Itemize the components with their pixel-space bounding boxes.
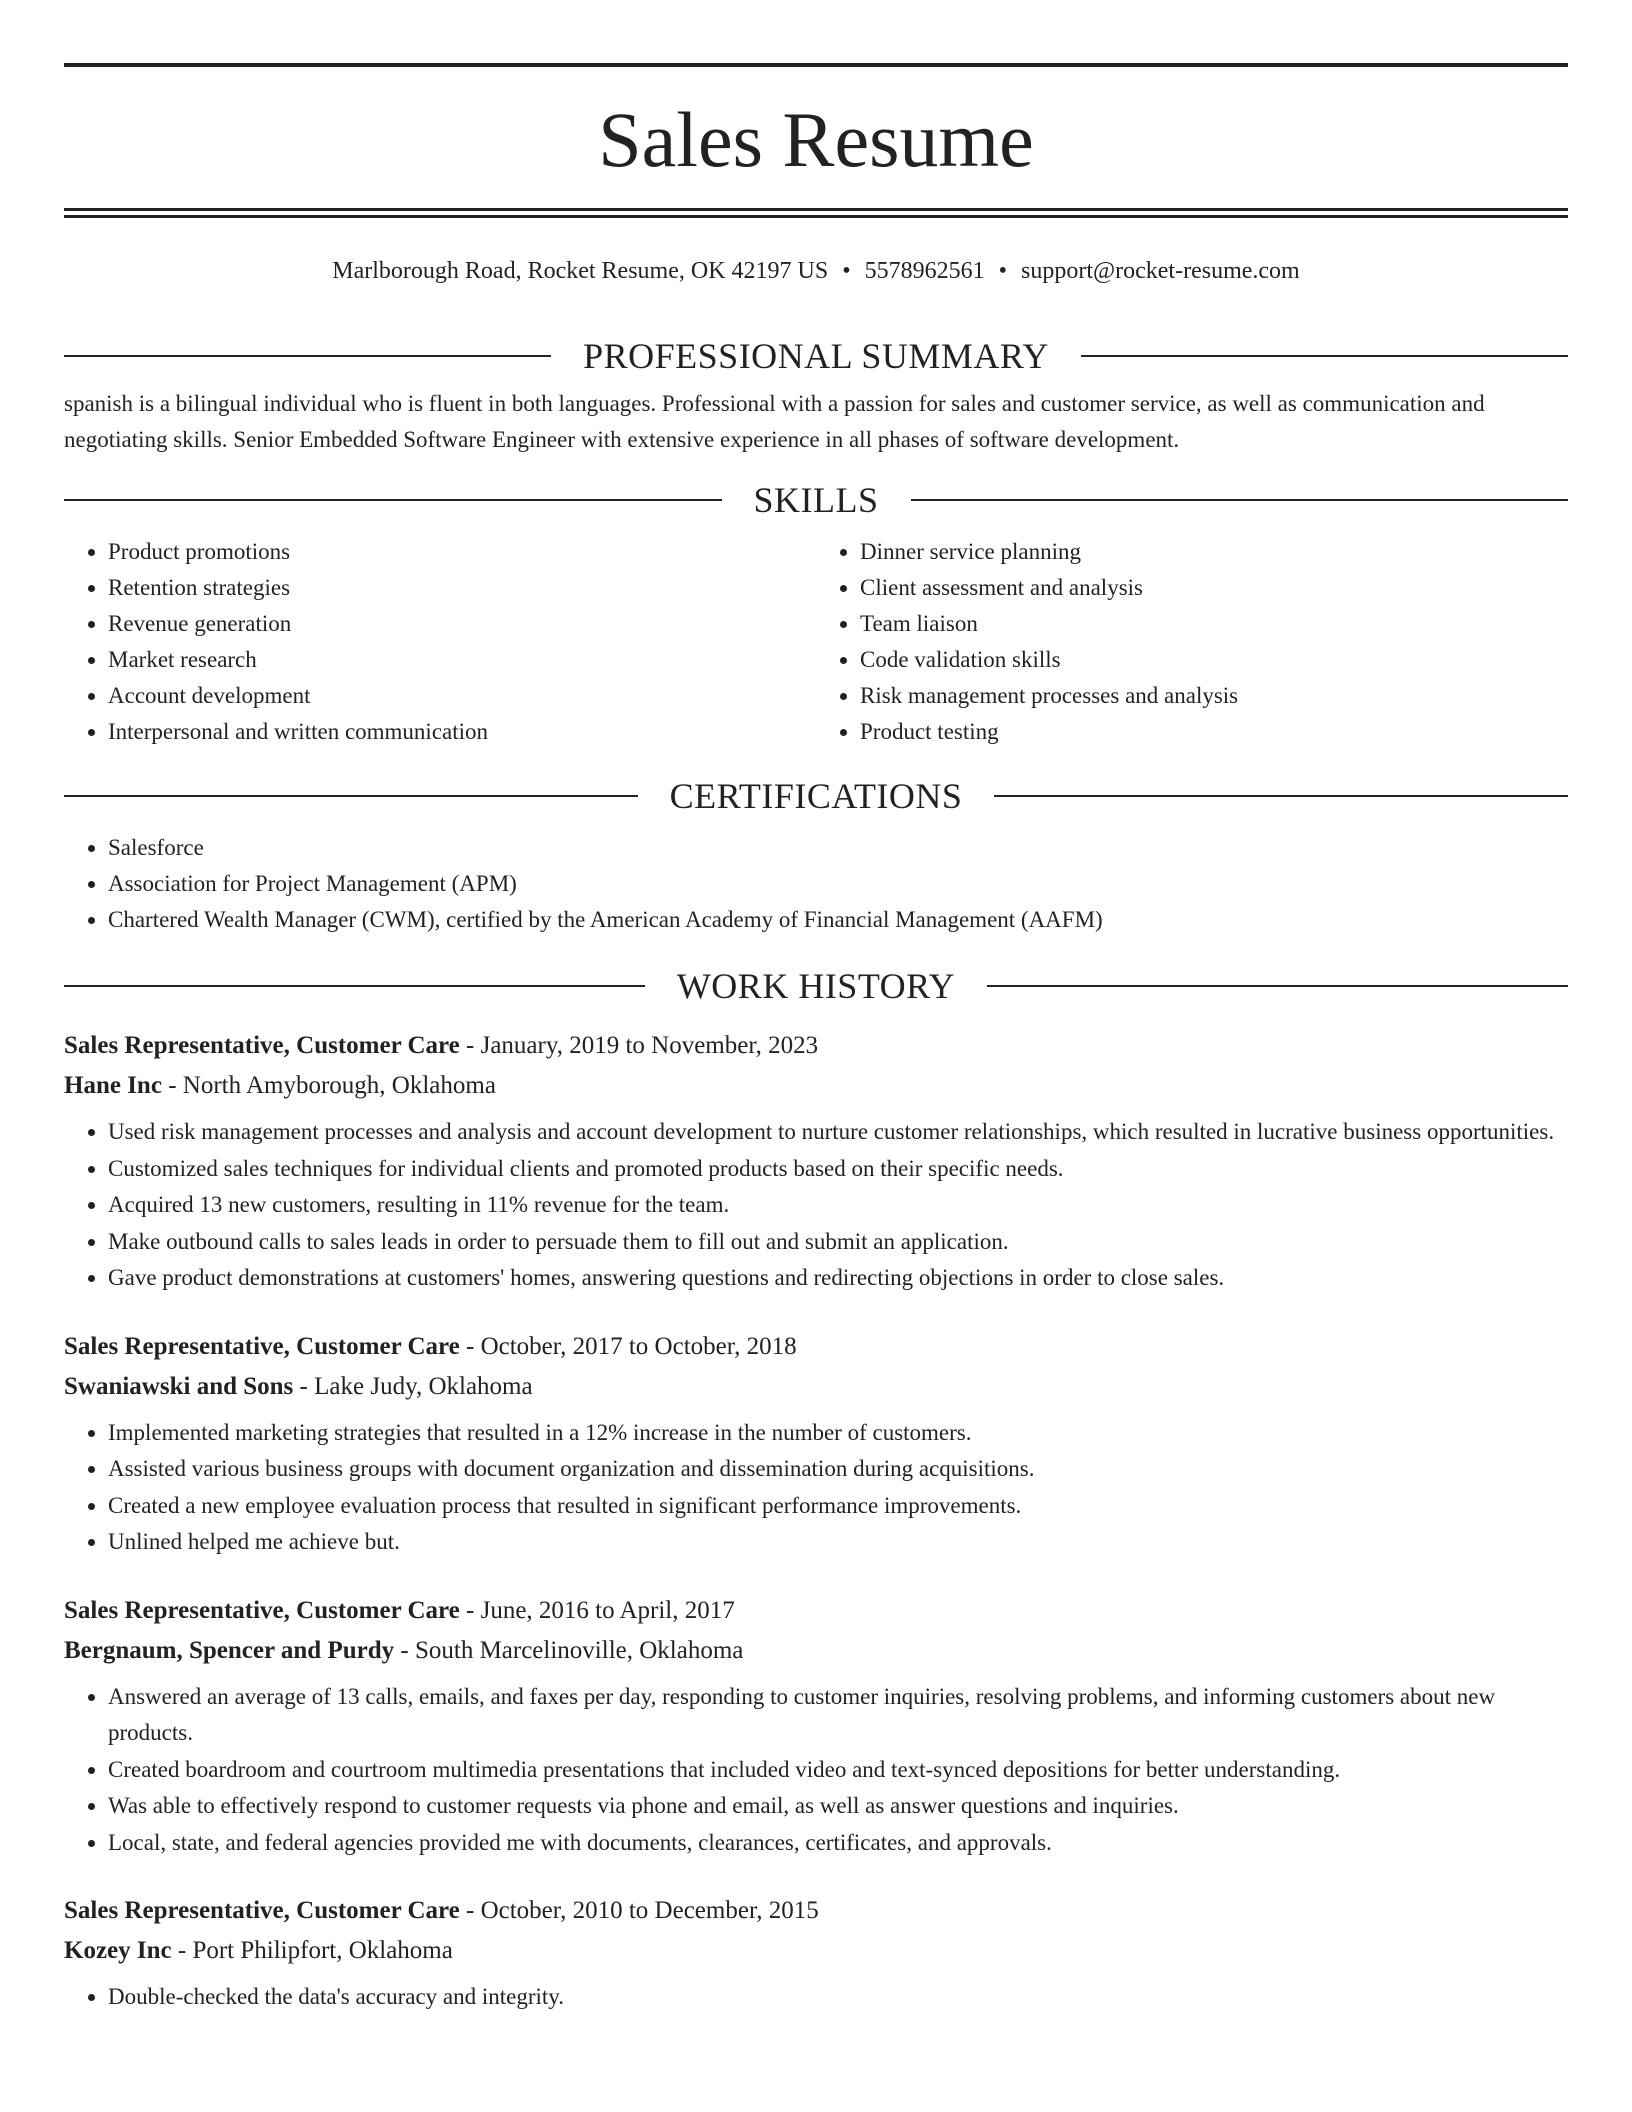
job-company: Hane Inc — [64, 1072, 162, 1099]
job-entry — [64, 1026, 1568, 1297]
job-title: Sales Representative, Customer Care — [64, 1032, 460, 1059]
heading-rule-left — [64, 795, 638, 797]
heading-rule-right — [911, 499, 1569, 501]
skill-item: • Market research — [108, 642, 816, 678]
job-location: - Lake Judy, Oklahoma — [293, 1372, 533, 1400]
heading-rule-right — [1081, 355, 1568, 357]
job-title-line — [64, 1026, 1568, 1066]
skill-item: • Product testing — [860, 714, 1568, 750]
heading-rule-right — [987, 985, 1568, 987]
skill-item: • Client assessment and analysis — [860, 570, 1568, 606]
skill-item: • Product promotions — [108, 534, 816, 570]
skills-list — [64, 534, 1568, 750]
job-bullet: • Created a new employee evaluation process that resulted in significant performance improvements. — [108, 1488, 1568, 1525]
job-dates: - October, 2010 to December, 2015 — [459, 1897, 819, 1924]
summary-heading-label: PROFESSIONAL SUMMARY — [583, 336, 1049, 376]
job-title-line — [64, 1327, 1568, 1367]
summary-text: spanish is a bilingual individual who is fluent in both languages. Professional with a passion for sales and customer service, as well as communication and negotiating skills. Senior Embedded Software Engineer with extensive experience in all phases of software development. — [64, 391, 1485, 452]
job-bullet: • Customized sales techniques for individual clients and promoted products based on their specific needs. — [108, 1151, 1568, 1188]
job-bullet: • Implemented marketing strategies that resulted in a 12% increase in the number of customers. — [108, 1415, 1568, 1452]
job-bullet: • Double-checked the data's accuracy and integrity. — [108, 1979, 1568, 2016]
contact-line — [64, 254, 1568, 288]
job-bullet: • Created boardroom and courtroom multimedia presentations that included video and text-synced depositions for better understanding. — [108, 1752, 1568, 1789]
job-bullets — [64, 1679, 1568, 1862]
certification-item: • Salesforce — [108, 830, 1568, 866]
certifications-heading — [64, 768, 1568, 824]
job-company-line — [64, 1931, 1568, 1971]
job-bullet: • Used risk management processes and analysis and account development to nurture customer relationships, which resulted in lucrative business opportunities. — [108, 1114, 1568, 1151]
certification-item: • Chartered Wealth Manager (CWM), certified by the American Academy of Financial Management (AAFM) — [108, 902, 1568, 938]
job-company: Bergnaum, Spencer and Purdy — [64, 1636, 395, 1664]
resume-body — [64, 328, 1568, 2016]
heading-rule-left — [64, 499, 722, 501]
skill-item: • Code validation skills — [860, 642, 1568, 678]
certifications-list — [64, 830, 1568, 938]
skill-item: • Account development — [108, 678, 816, 714]
job-bullets — [64, 1979, 1568, 2016]
job-company-line — [64, 1066, 1568, 1106]
job-bullet: • Was able to effectively respond to customer requests via phone and email, as well as answer questions and inquiries. — [108, 1788, 1568, 1825]
job-title-line — [64, 1591, 1568, 1631]
contact-address: Marlborough Road, Rocket Resume, OK 42197 US — [332, 258, 829, 284]
job-entry — [64, 1327, 1568, 1561]
job-company: Swaniawski and Sons — [64, 1372, 294, 1400]
certifications-heading-label: CERTIFICATIONS — [669, 776, 963, 816]
skill-item: • Team liaison — [860, 606, 1568, 642]
job-bullet: • Make outbound calls to sales leads in order to persuade them to fill out and submit an application. — [108, 1224, 1568, 1261]
certification-item: • Association for Project Management (APM) — [108, 866, 1568, 902]
work-history-heading-label: WORK HISTORY — [676, 966, 956, 1006]
skill-item: • Interpersonal and written communication — [108, 714, 816, 750]
job-dates: - June, 2016 to April, 2017 — [459, 1596, 735, 1624]
top-rule — [64, 63, 1568, 67]
job-location: - South Marcelinoville, Oklahoma — [394, 1636, 744, 1664]
heading-rule-left — [64, 355, 551, 357]
heading-rule-left — [64, 985, 645, 987]
work-history-heading — [64, 958, 1568, 1014]
skills-heading — [64, 472, 1568, 528]
job-bullets — [64, 1415, 1568, 1561]
skills-heading-label: SKILLS — [753, 480, 879, 520]
job-title-line — [64, 1891, 1568, 1931]
job-title: Sales Representative, Customer Care — [64, 1897, 460, 1924]
job-bullet: • Gave product demonstrations at customers' homes, answering questions and redirecting objections in order to close sales. — [108, 1260, 1568, 1297]
skills-column-left — [64, 534, 816, 750]
job-bullets — [64, 1114, 1568, 1297]
contact-email: support@rocket-resume.com — [1021, 258, 1300, 284]
job-dates: - October, 2017 to October, 2018 — [459, 1332, 797, 1360]
page-title: Sales Resume — [598, 96, 1034, 183]
skill-item: • Retention strategies — [108, 570, 816, 606]
job-title: Sales Representative, Customer Care — [64, 1332, 460, 1360]
title-rule-lower — [64, 215, 1568, 218]
job-company-line — [64, 1631, 1568, 1671]
skill-item: • Risk management processes and analysis — [860, 678, 1568, 714]
heading-rule-right — [994, 795, 1568, 797]
job-company-line — [64, 1367, 1568, 1407]
contact-separator: • — [842, 258, 851, 284]
job-location: - North Amyborough, Oklahoma — [161, 1072, 496, 1099]
job-bullet: • Assisted various business groups with document organization and dissemination during acquisitions. — [108, 1451, 1568, 1488]
summary-heading — [64, 328, 1568, 384]
skill-item: • Dinner service planning — [860, 534, 1568, 570]
job-entry — [64, 1591, 1568, 1862]
contact-phone: 5578962561 — [864, 258, 985, 284]
skills-column-right — [816, 534, 1568, 750]
job-bullet: • Answered an average of 13 calls, emails, and faxes per day, responding to customer inquiries, resolving problems, and informing customers about new products. — [108, 1679, 1568, 1752]
job-bullet: • Acquired 13 new customers, resulting in 11% revenue for the team. — [108, 1187, 1568, 1224]
job-company: Kozey Inc — [64, 1937, 172, 1964]
skill-item: • Revenue generation — [108, 606, 816, 642]
job-dates: - January, 2019 to November, 2023 — [459, 1032, 819, 1059]
title-rule-upper — [64, 208, 1568, 211]
job-bullet: • Unlined helped me achieve but. — [108, 1524, 1568, 1561]
job-bullet: • Local, state, and federal agencies provided me with documents, clearances, certificates, and approvals. — [108, 1825, 1568, 1862]
job-title: Sales Representative, Customer Care — [64, 1596, 460, 1624]
job-entry — [64, 1891, 1568, 2016]
contact-separator: • — [998, 258, 1008, 284]
job-location: - Port Philipfort, Oklahoma — [171, 1937, 453, 1964]
